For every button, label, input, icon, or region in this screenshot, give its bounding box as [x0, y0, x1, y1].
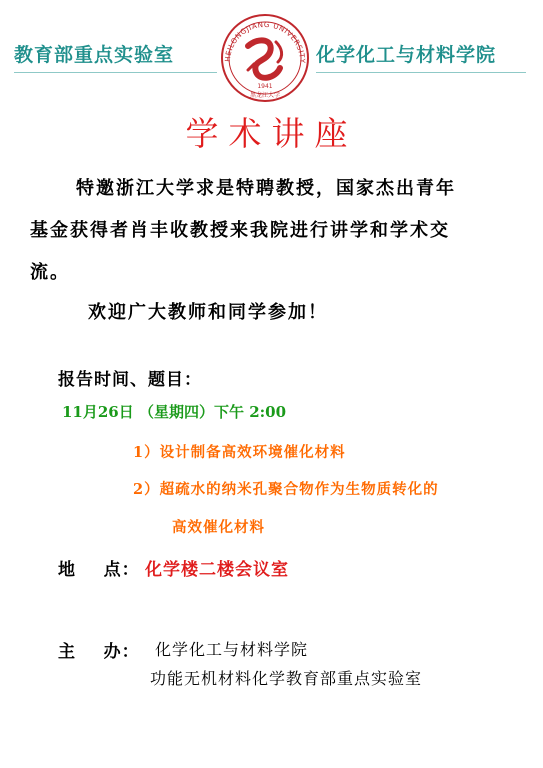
- header-right-rule: [316, 72, 526, 73]
- report-datetime: 11月26日 （星期四）下午 2:00: [62, 403, 287, 421]
- venue-value: 化学楼二楼会议室: [145, 560, 289, 580]
- host-org-1: 化学化工与材料学院: [155, 640, 309, 659]
- header-right-text: 化学化工与材料学院: [316, 44, 497, 66]
- venue-label: 地 点：: [58, 560, 140, 580]
- paragraph-line-3: 流。: [30, 262, 70, 283]
- page-title: 学术讲座: [185, 114, 358, 153]
- header-left-text: 教育部重点实验室: [14, 44, 175, 66]
- paragraph-line-1: 特邀浙江大学求是特聘教授，国家杰出青年: [76, 178, 456, 199]
- host-org-2: 功能无机材料化学教育部重点实验室: [150, 669, 423, 688]
- report-label: 报告时间、题目：: [58, 370, 202, 390]
- seal-arc-text: HEILONGJIANG UNIVERSITY: [222, 19, 308, 64]
- seal-year: 1941: [257, 83, 273, 90]
- seal-name: 黑龙江大学: [249, 92, 281, 99]
- report-topic-2-line-2: 高效催化材料: [172, 519, 265, 536]
- report-topic-2-line-1: 2）超疏水的纳米孔聚合物作为生物质转化的: [133, 481, 439, 498]
- welcome-text: 欢迎广大教师和同学参加！: [88, 302, 328, 323]
- paragraph-line-2: 基金获得者肖丰收教授来我院进行讲学和学术交: [30, 220, 450, 241]
- report-topic-1: 1）设计制备高效环境催化材料: [133, 444, 346, 461]
- university-seal-logo: [218, 12, 312, 104]
- header-left-rule: [14, 72, 217, 73]
- host-label: 主 办：: [58, 642, 140, 662]
